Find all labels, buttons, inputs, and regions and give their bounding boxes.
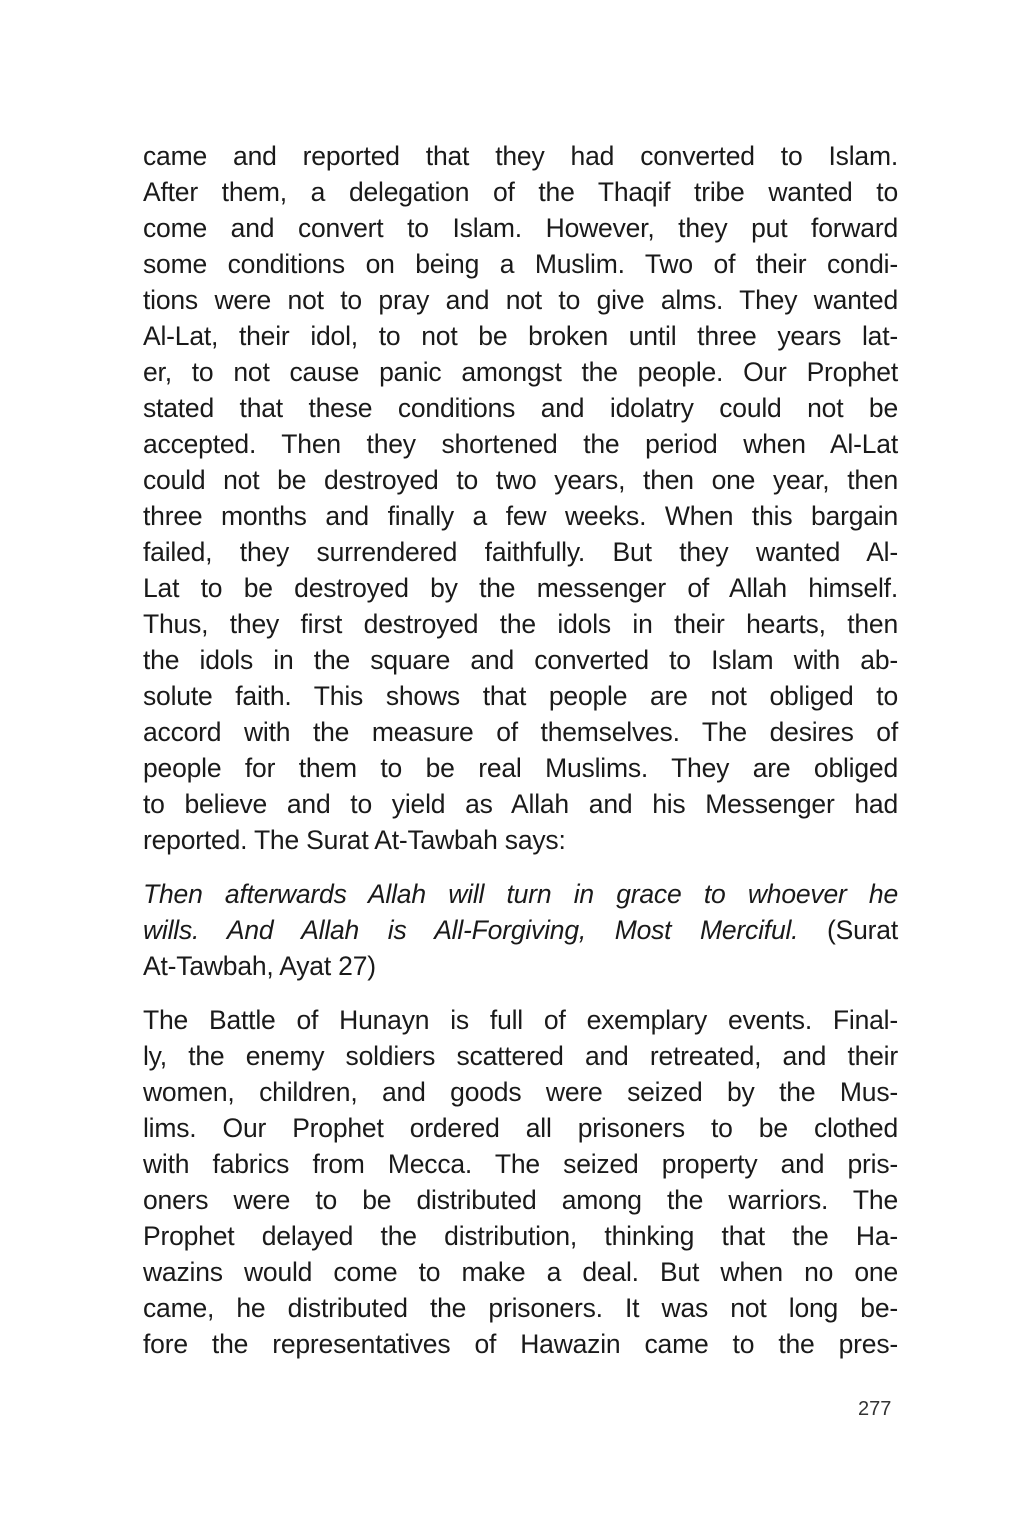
text-line: wazins would come to make a deal. But when no one — [143, 1257, 898, 1287]
text-line: came, he distributed the prisoners. It was not long be- — [143, 1293, 898, 1323]
text-line: to believe and to yield as Allah and his Messenger had — [143, 789, 898, 819]
text-line: people for them to be real Muslims. They are obliged — [143, 753, 898, 783]
text-line: tions were not to pray and not to give alms. They wanted — [143, 285, 898, 315]
paragraph-thaqif — [143, 138, 898, 858]
page-body — [143, 138, 898, 1362]
quote-line: Then afterwards Allah will turn in grace to whoever he — [143, 879, 898, 909]
text-line: some conditions on being a Muslim. Two of their condi- — [143, 249, 898, 279]
text-line: stated that these conditions and idolatry could not be — [143, 393, 898, 423]
paragraph-gap — [143, 984, 898, 1002]
paragraph-hunayn — [143, 1002, 898, 1362]
text-line: women, children, and goods were seized by the Mus- — [143, 1077, 898, 1107]
text-line: lims. Our Prophet ordered all prisoners to be clothed — [143, 1113, 898, 1143]
text-line: Al-Lat, their idol, to not be broken until three years lat- — [143, 321, 898, 351]
text-line: the idols in the square and converted to Islam with ab- — [143, 645, 898, 675]
text-line: Lat to be destroyed by the messenger of Allah himself. — [143, 573, 898, 603]
text-line: with fabrics from Mecca. The seized property and pris- — [143, 1149, 898, 1179]
text-line: came and reported that they had converted to Islam. — [143, 141, 898, 171]
quote-line — [143, 912, 898, 948]
text-line: ly, the enemy soldiers scattered and retreated, and their — [143, 1041, 898, 1071]
text-line: solute faith. This shows that people are not obliged to — [143, 681, 898, 711]
quote-italic-text: wills. And Allah is All-Forgiving, Most Merciful. — [143, 915, 799, 945]
text-line: Prophet delayed the distribution, thinking that the Ha- — [143, 1221, 898, 1251]
quran-quote — [143, 876, 898, 984]
text-line: The Battle of Hunayn is full of exemplary events. Final- — [143, 1005, 898, 1035]
text-line: oners were to be distributed among the warriors. The — [143, 1185, 898, 1215]
text-line: failed, they surrendered faithfully. But they wanted Al- — [143, 537, 898, 567]
citation-text: (Surat — [798, 915, 898, 945]
text-line: accord with the measure of themselves. The desires of — [143, 717, 898, 747]
page-number: 277 — [858, 1398, 892, 1420]
text-line: After them, a delegation of the Thaqif tribe wanted to — [143, 177, 898, 207]
citation-line: At-Tawbah, Ayat 27) — [143, 951, 376, 981]
paragraph-gap — [143, 858, 898, 876]
text-line: er, to not cause panic amongst the people. Our Prophet — [143, 357, 898, 387]
text-line: reported. The Surat At-Tawbah says: — [143, 825, 566, 855]
text-line: accepted. Then they shortened the period when Al-Lat — [143, 429, 898, 459]
text-line: fore the representatives of Hawazin came to the pres- — [143, 1329, 898, 1359]
text-line: Thus, they first destroyed the idols in their hearts, then — [143, 609, 898, 639]
text-line: come and convert to Islam. However, they put forward — [143, 213, 898, 243]
text-line: three months and finally a few weeks. When this bargain — [143, 501, 898, 531]
text-line: could not be destroyed to two years, then one year, then — [143, 465, 898, 495]
